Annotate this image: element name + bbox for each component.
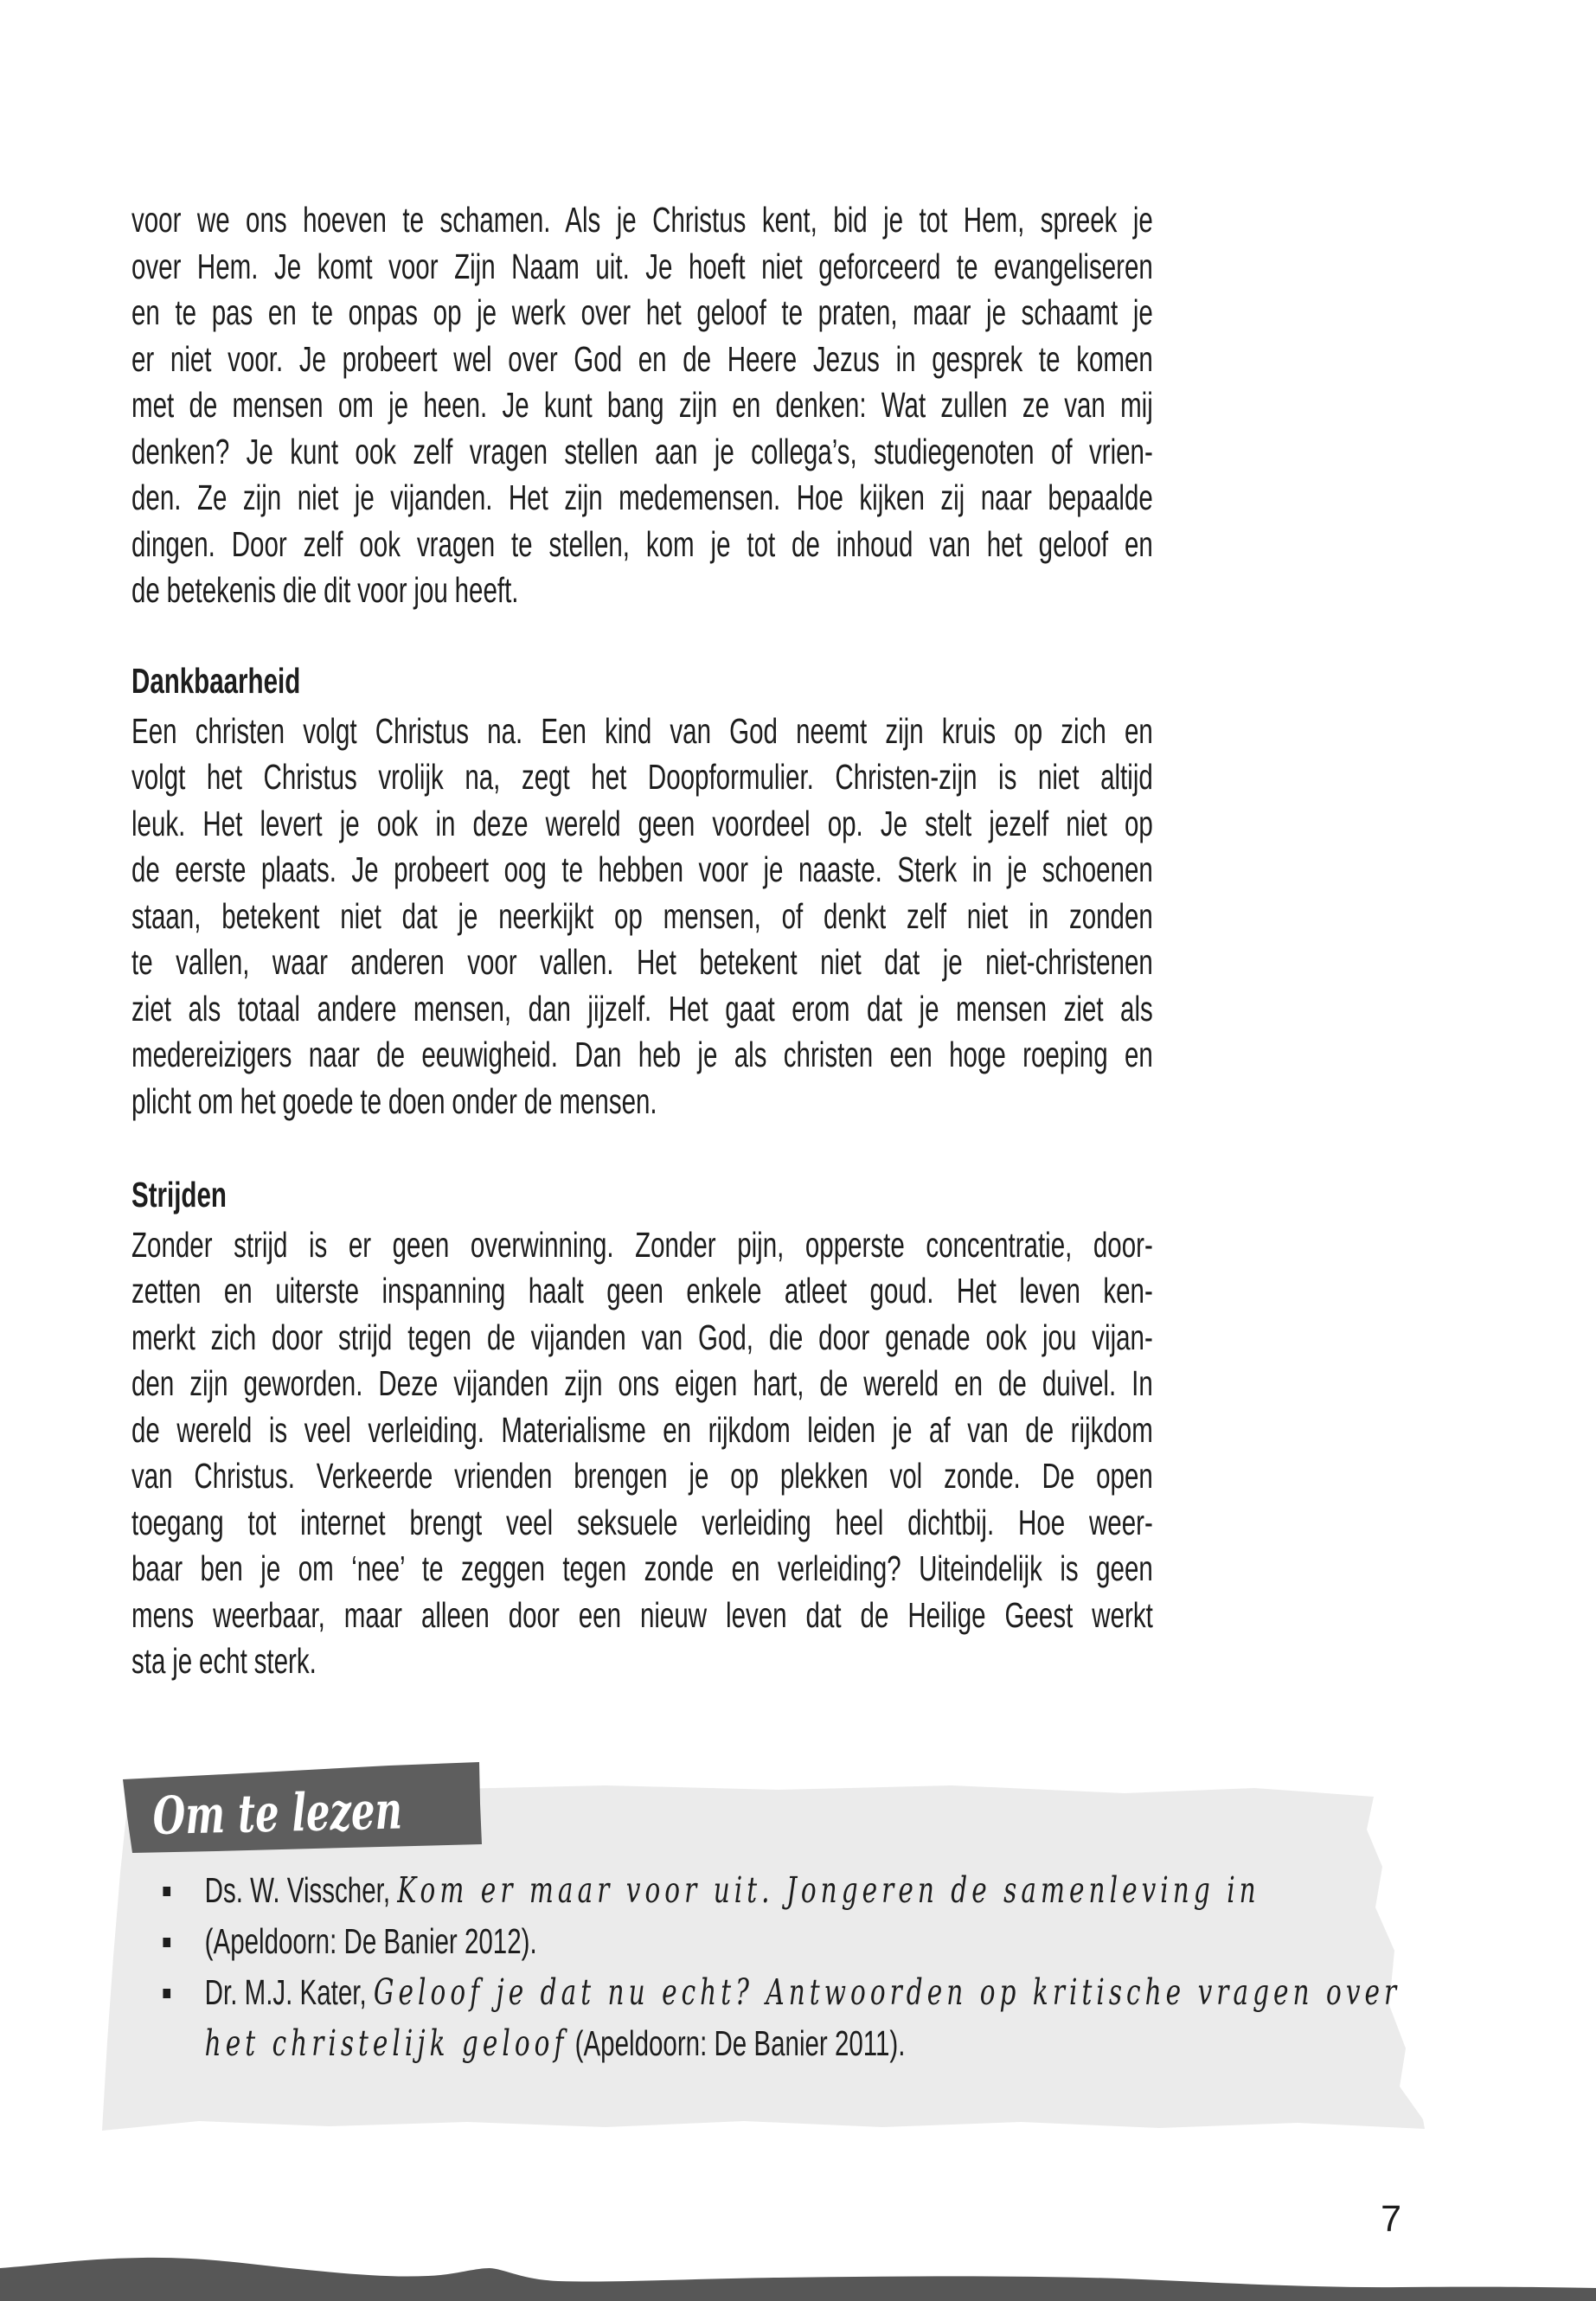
book-title-italic: het christelijk geloof [204, 2022, 568, 2064]
section-heading-strijden: Strijden [131, 1175, 227, 1215]
paragraph-line: de wereld is veel verleiding. Materialisme en rijkdom leiden je af van de rijkdom [131, 1409, 1153, 1450]
paragraph-line: met de mensen om je heen. Je kunt bang zijn en denken: Wat zullen ze van mij [131, 385, 1153, 425]
paragraph-strijden [131, 1222, 1153, 1685]
paragraph-line: zetten en uiterste inspanning haalt geen enkele atleet goud. Het leven ken- [131, 1271, 1153, 1311]
bullet-square-icon [163, 1938, 170, 1947]
reading-list-item [162, 1865, 1470, 1916]
reading-list-item [162, 1916, 1470, 1967]
paragraph-line: de betekenis die dit voor jou heeft. [131, 570, 519, 610]
paragraph-line: toegang tot internet brengt veel seksuele verleiding heel dichtbij. Hoe weer- [131, 1502, 1153, 1542]
paragraph-line: volgt het Christus vrolijk na, zegt het Doopformulier. Christen-zijn is niet altijd [131, 757, 1153, 797]
list-item-text: Ds. W. Visscher, [204, 1870, 398, 1910]
paragraph-line: en te pas en te onpas op je werk over het geloof te praten, maar je schaamt je [131, 292, 1153, 332]
bullet-square-icon [163, 1887, 170, 1896]
paragraph-line: dingen. Door zelf ook vragen te stellen, kom je tot de inhoud van het geloof en [131, 523, 1153, 564]
bullet-square-icon [163, 1989, 170, 1998]
paragraph-line: over Hem. Je komt voor Zijn Naam uit. Je hoeft niet geforceerd te evangeliseren [131, 246, 1153, 286]
paragraph-line: den zijn geworden. Deze vijanden zijn ons eigen hart, de wereld en de duivel. In [131, 1363, 1153, 1403]
section-dankbaarheid [131, 658, 1153, 1125]
paragraph-line: plicht om het goede te doen onder de mensen. [131, 1080, 657, 1121]
paragraph-line: staan, betekent niet dat je neerkijkt op mensen, of denkt zelf niet in zonden [131, 895, 1153, 936]
paragraph-line: ziet als totaal andere mensen, dan jijzelf. Het gaat erom dat je mensen ziet als [131, 988, 1153, 1029]
list-item-text: (Apeldoorn: De Banier 2011). [567, 2023, 906, 2063]
paragraph-line: denken? Je kunt ook zelf vragen stellen aan je collega’s, studiegenoten of vrien- [131, 431, 1153, 471]
list-item-text: (Apeldoorn: De Banier 2012). [204, 1921, 537, 1961]
reading-list-item [162, 1967, 1470, 2018]
section-heading-dankbaarheid: Dankbaarheid [131, 661, 301, 701]
paragraph-line: er niet voor. Je probeert wel over God en de Heere Jezus in gesprek te komen [131, 338, 1153, 379]
paragraph-line: van Christus. Verkeerde vrienden brengen je op plekken vol zonde. De open [131, 1456, 1153, 1496]
page-number: 7 [1381, 2198, 1401, 2240]
paragraph-line: mens weerbaar, maar alleen door een nieuw leven dat de Heilige Geest werkt [131, 1594, 1153, 1635]
paragraph-line: merkt zich door strijd tegen de vijanden van God, die door genade ook jou vijan- [131, 1317, 1153, 1357]
book-title-italic: Geloof je dat nu echt? Antwoorden op kritische vragen over [373, 1971, 1401, 2013]
paragraph-line: den. Ze zijn niet je vijanden. Het zijn medemensen. Hoe kijken zij naar bepaalde [131, 478, 1153, 517]
book-title-italic: Kom er maar voor uit. Jongeren de samenleving in [397, 1869, 1260, 1911]
paragraph-line: de eerste plaats. Je probeert oog te hebben voor je naaste. Sterk in je schoenen [131, 849, 1153, 889]
paragraph-line: Een christen volgt Christus na. Een kind van God neemt zijn kruis op zich en [131, 710, 1153, 751]
list-item-text: Dr. M.J. Kater, [204, 1972, 374, 2012]
section-strijden [131, 1172, 1153, 1685]
paragraph-line: sta je echt sterk. [131, 1641, 317, 1681]
paragraph-line: te vallen, waar anderen voor vallen. Het betekent niet dat je niet-christenen [131, 942, 1153, 982]
paragraph-line: Zonder strijd is er geen overwinning. Zonder pijn, opperste concentratie, door- [131, 1224, 1153, 1265]
paragraph-dankbaarheid [131, 708, 1153, 1125]
paragraph-line: voor we ons hoeven te schamen. Als je Christus kent, bid je tot Hem, spreek je [131, 200, 1153, 240]
reading-list-item [162, 2018, 1470, 2069]
paragraph-line: medereizigers naar de eeuwigheid. Dan heb je als christen een hoge roeping en [131, 1035, 1153, 1074]
bottom-band [0, 2258, 1596, 2301]
reading-list [162, 1862, 1470, 2069]
paragraph-line: leuk. Het levert je ook in deze wereld geen voordeel op. Je stelt jezelf niet op [131, 803, 1153, 843]
reading-box-title: Om te lezen [151, 1780, 403, 1847]
paragraph-intro [131, 197, 1153, 614]
paragraph-line: baar ben je om ‘nee’ te zeggen tegen zonde en verleiding? Uiteindelijk is geen [131, 1548, 1153, 1588]
